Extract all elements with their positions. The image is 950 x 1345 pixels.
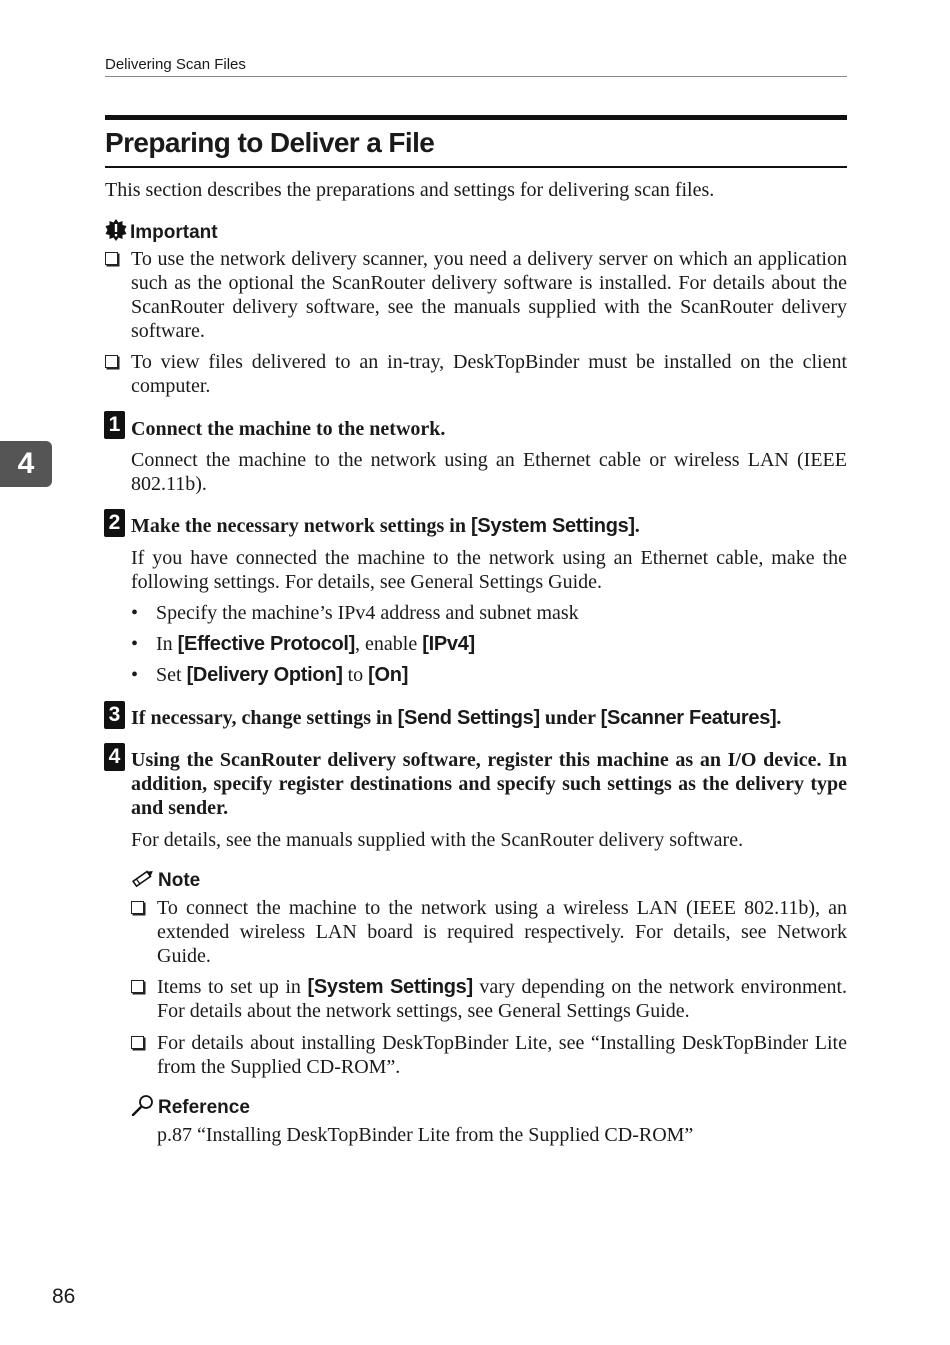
ui-key-label: [IPv4] — [422, 633, 475, 655]
checkbox-bullet-icon — [105, 252, 118, 265]
note-item: Items to set up in [System Settings] vary depending on the network environment. For details about the network settings, see General Settings Guide. — [131, 975, 847, 1023]
checkbox-bullet-icon — [131, 1036, 144, 1049]
step-title: Connect the machine to the network. — [131, 418, 446, 440]
important-heading — [105, 219, 218, 247]
ui-key-label: [Effective Protocol] — [177, 633, 356, 655]
reference-label: Reference — [158, 1097, 250, 1118]
important-label: Important — [130, 222, 218, 243]
checkbox-bullet-icon — [131, 980, 144, 993]
step-number-badge: 2 — [104, 509, 125, 537]
reference-heading — [131, 1094, 250, 1122]
list-item: • Specify the machine’s IPv4 address and subnet mask — [131, 602, 579, 624]
pencil-icon — [131, 868, 155, 894]
ui-key-label: [On] — [368, 664, 409, 686]
important-item: To use the network delivery scanner, you need a delivery server on which an application such as the optional the ScanRouter delivery software is installed. For details about the ScanRouter delivery software, see the manuals supplied with the ScanRouter delivery software. — [105, 247, 847, 343]
step-number-badge: 4 — [104, 743, 125, 771]
step-number-badge: 3 — [104, 701, 125, 729]
checkbox-bullet-icon — [131, 901, 144, 914]
step-title: Make the necessary network settings in [System Settings]. — [131, 515, 640, 537]
title-rule — [105, 115, 847, 120]
running-header: Delivering Scan Files — [105, 56, 847, 77]
step-title: If necessary, change settings in [Send Settings] under [Scanner Features]. — [131, 707, 782, 729]
note-item: To connect the machine to the network using a wireless LAN (IEEE 802.11b), an extended wireless LAN board is required respectively. For details, see Network Guide. — [131, 896, 847, 968]
page-number: 86 — [52, 1285, 76, 1308]
magnifier-icon — [131, 1094, 155, 1122]
list-item: • In [Effective Protocol], enable [IPv4] — [131, 633, 475, 655]
step-title: Using the ScanRouter delivery software, register this machine as an I/O device. In addition, specify register destinations and specify such settings as the delivery type and sender. — [131, 749, 847, 819]
ui-key-label: [Scanner Features] — [600, 707, 777, 729]
list-item: • Set [Delivery Option] to [On] — [131, 664, 409, 686]
ui-key-label: [System Settings] — [307, 976, 473, 998]
note-label: Note — [158, 870, 201, 891]
checkbox-bullet-icon — [105, 355, 118, 368]
important-item: To view files delivered to an in-tray, DeskTopBinder must be installed on the client computer. — [105, 350, 847, 398]
ui-key-label: [Delivery Option] — [186, 664, 343, 686]
ui-key-label: [Send Settings] — [397, 707, 540, 729]
step-body: For details, see the manuals supplied with the ScanRouter delivery software. — [131, 829, 744, 851]
step-body: Connect the machine to the network using an Ethernet cable or wireless LAN (IEEE 802.11b). — [131, 449, 847, 495]
section-title: Preparing to Deliver a File — [105, 126, 847, 168]
step-number-badge: 1 — [104, 411, 125, 439]
important-icon — [105, 219, 127, 247]
step-body: If you have connected the machine to the network using an Ethernet cable, make the following settings. For details, see General Settings Guide. — [131, 547, 847, 593]
section-intro: This section describes the preparations and settings for delivering scan files. — [105, 179, 715, 201]
ui-key-label: [System Settings] — [470, 515, 635, 537]
reference-text: p.87 “Installing DeskTopBinder Lite from the Supplied CD-ROM” — [157, 1124, 694, 1146]
chapter-tab: 4 — [0, 441, 52, 487]
note-heading — [131, 868, 200, 894]
note-item: For details about installing DeskTopBinder Lite, see “Installing DeskTopBinder Lite from the Supplied CD-ROM”. — [131, 1031, 847, 1079]
